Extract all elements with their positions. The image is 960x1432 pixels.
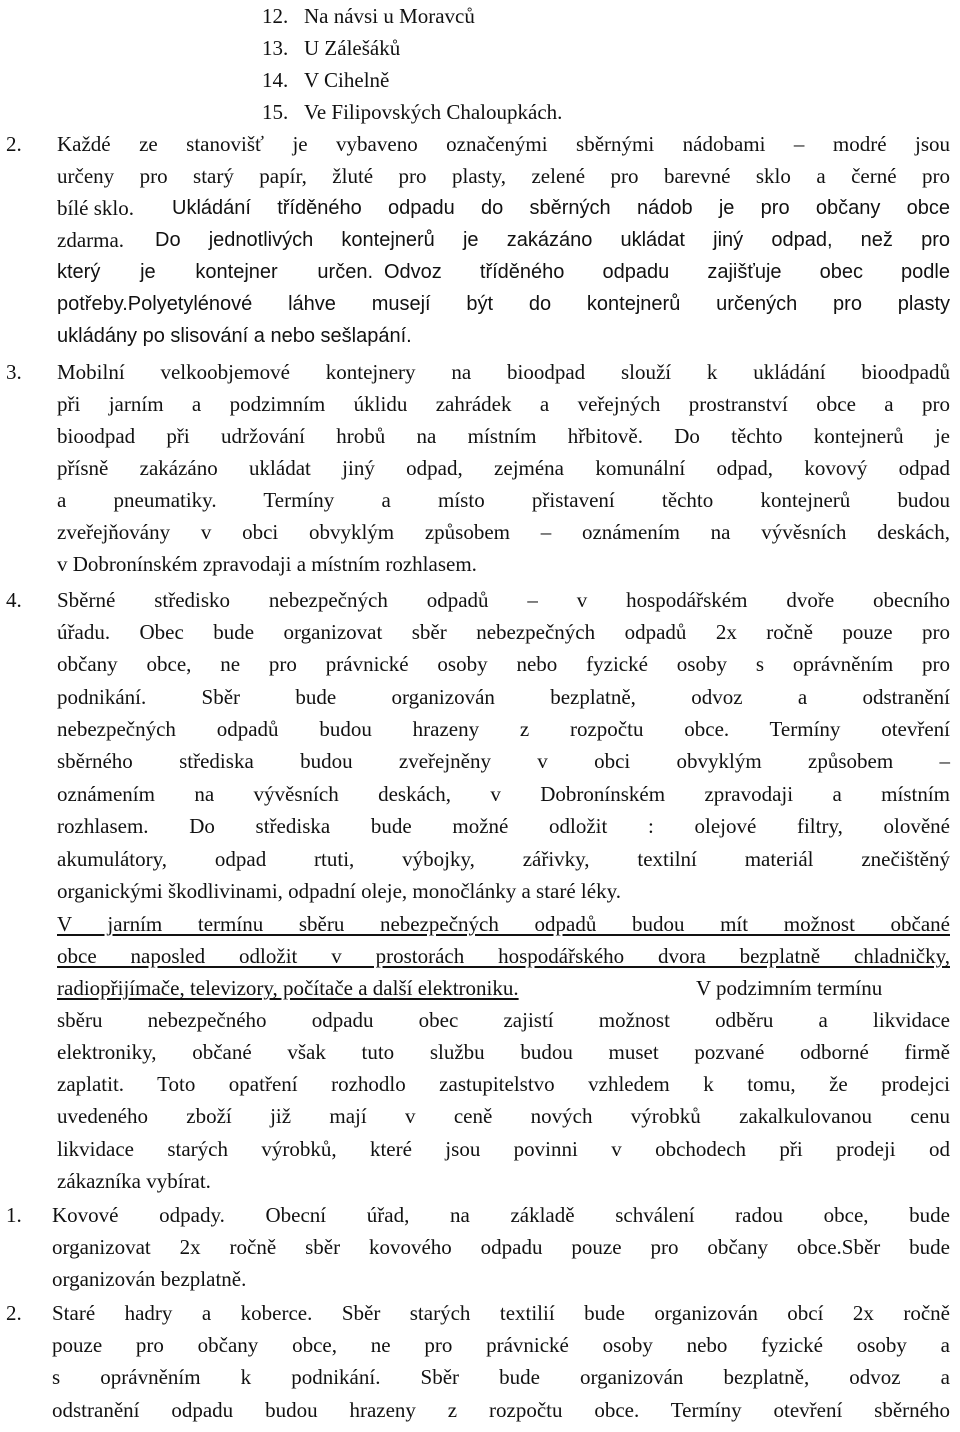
paragraph-line: Odvoz tříděného odpadu zajišťuje obec podle [384,261,950,283]
item-number: 1. [6,1203,22,1227]
paragraph-line: v Dobronínském zpravodaji a místním rozhlasem. [57,552,477,576]
paragraph-line: Každé ze stanovišť je vybaveno označenými sběrnými nádobami – modré jsou [57,132,950,156]
paragraph-line: rozhlasem. Do střediska bude možné odložit : olejové filtry, olověné [57,814,950,838]
paragraph-line: organizován bezplatně. [52,1267,247,1291]
paragraph-line: bioodpad při udržování hrobů na místním hřbitově. Do těchto kontejnerů je [57,424,950,448]
item-number: 2. [6,132,22,156]
paragraph-line: V podzimním termínu [696,976,883,1000]
paragraph-line: zákazníka vybírat. [57,1169,211,1193]
paragraph-line: odstranění odpadu budou hrazeny z rozpočtu obce. Termíny otevření sběrného [52,1398,950,1422]
item-number: 3. [6,360,22,384]
paragraph-line: určeny pro starý papír, žluté pro plasty, zelené pro barevné sklo a černé pro [57,164,950,188]
paragraph-line: nebezpečných odpadů budou hrazeny z rozpočtu obce. Termíny otevření [57,717,950,741]
paragraph-line: podnikání. Sběr bude organizován bezplatně, odvoz a odstranění [57,685,950,709]
underlined-note: obce naposled odložit v prostorách hospodářského dvora bezplatně chladničky, [57,944,950,968]
paragraph-line: organizovat 2x ročně sběr kovového odpadu pouze pro občany obce.Sběr bude [52,1235,950,1259]
paragraph-line: přísně zakázáno ukládat jiný odpad, zejména komunální odpad, kovový odpad [57,456,950,480]
underlined-note: radiopřijímače, televizory, počítače a další elektroniku. [57,976,519,1000]
list-item-num: 13. [262,36,289,60]
paragraph-line: elektroniky, občané však tuto službu budou muset pozvané odborné firmě [57,1040,950,1064]
paragraph-line: při jarním a podzimním úklidu zahrádek a veřejných prostranství obce a pro [57,392,950,416]
paragraph-line: Do jednotlivých kontejnerů je zakázáno ukládat jiný odpad, než pro [155,229,950,251]
paragraph-line: ukládány po slisování a nebo sešlapání. [57,325,412,347]
paragraph-line: pouze pro občany obce, ne pro právnické osoby nebo fyzické osoby a [52,1333,950,1357]
paragraph-line: Mobilní velkoobjemové kontejnery na bioodpad slouží k ukládání bioodpadů [57,360,950,384]
paragraph-line: sběrného střediska budou zveřejněny v obci obvyklým způsobem – [57,749,950,773]
paragraph-line: občany obce, ne pro právnické osoby nebo fyzické osoby s oprávněním pro [57,652,950,676]
item-number: 2. [6,1301,22,1325]
list-item-num: 12. [262,4,289,28]
paragraph-line: s oprávněním k podnikání. Sběr bude organizován bezplatně, odvoz a [52,1365,950,1389]
paragraph-line: oznámením na vývěsních deskách, v Dobronínském zpravodaji a místním [57,782,950,806]
list-item-num: 15. [262,100,289,124]
paragraph-line: úřadu. Obec bude organizovat sběr nebezpečných odpadů 2x ročně pouze pro [57,620,950,644]
paragraph-line: Sběrné středisko nebezpečných odpadů – v hospodářském dvoře obecního [57,588,950,612]
list-item: U Zálešáků [304,36,401,60]
paragraph-line: Kovové odpady. Obecní úřad, na základě schválení radou obce, bude [52,1203,950,1227]
paragraph-line: zdarma. [57,228,125,252]
paragraph-line: organickými škodlivinami, odpadní oleje, monočlánky a staré léky. [57,879,621,903]
list-item: Na návsi u Moravců [304,4,475,28]
paragraph-line: Ukládání tříděného odpadu do sběrných nádob je pro občany obce [172,197,950,219]
paragraph-line: zaplatit. Toto opatření rozhodlo zastupitelstvo vzhledem k tomu, že prodejci [57,1072,950,1096]
paragraph-line: akumulátory, odpad rtuti, výbojky, zářivky, textilní materiál znečištěný [57,847,950,871]
list-item: V Cihelně [304,68,390,92]
paragraph-line: který je kontejner určen. [57,261,373,283]
paragraph-line: potřeby.Polyetylénové láhve musejí být do kontejnerů určených pro plasty [57,293,950,315]
paragraph-line: a pneumatiky. Termíny a místo přistavení těchto kontejnerů budou [57,488,950,512]
paragraph-line: bílé sklo. [57,196,134,220]
paragraph-line: Staré hadry a koberce. Sběr starých textilií bude organizován obcí 2x ročně [52,1301,950,1325]
paragraph-line: zveřejňovány v obci obvyklým způsobem – oznámením na vývěsních deskách, [57,520,950,544]
item-number: 4. [6,588,22,612]
underlined-note: V jarním termínu sběru nebezpečných odpadů budou mít možnost občané [57,912,950,936]
paragraph-line: sběru nebezpečného odpadu obec zajistí možnost odběru a likvidace [57,1008,950,1032]
paragraph-line: likvidace starých výrobků, které jsou povinni v obchodech při prodeji od [57,1137,950,1161]
list-item: Ve Filipovských Chaloupkách. [304,100,563,124]
list-item-num: 14. [262,68,289,92]
paragraph-line: uvedeného zboží již mají v ceně nových výrobků zakalkulovanou cenu [57,1104,950,1128]
